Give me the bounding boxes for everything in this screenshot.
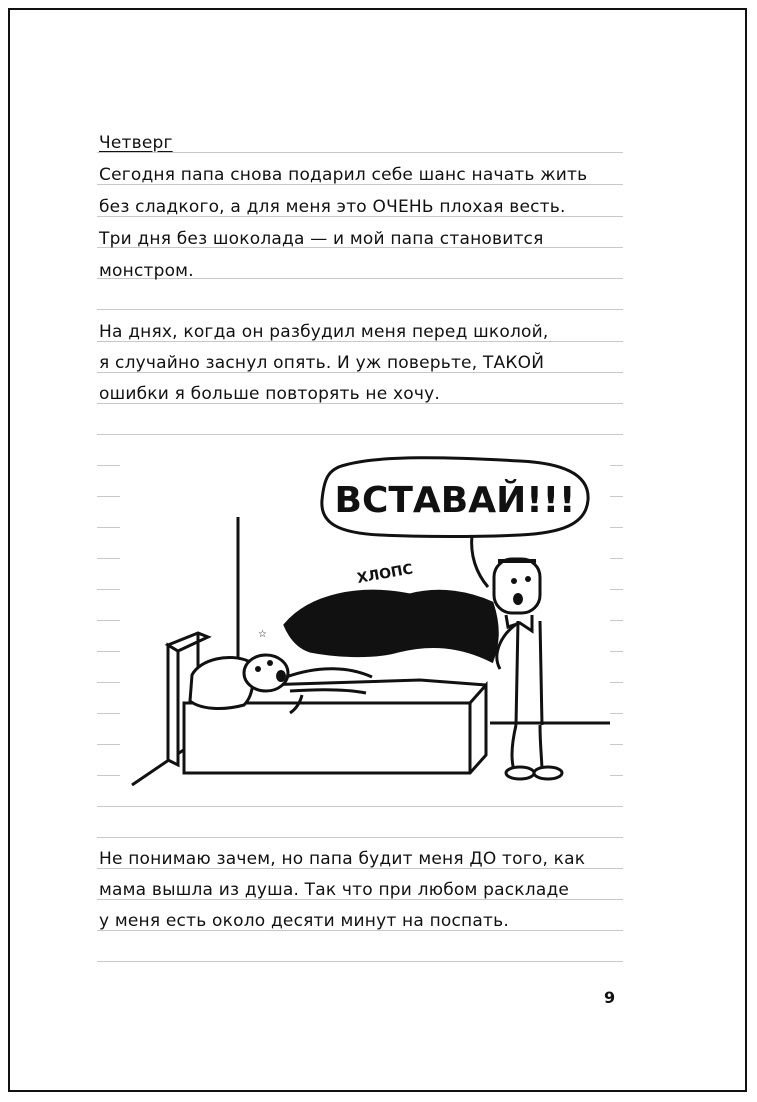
text-line: без сладкого, а для меня это ОЧЕНЬ плохая весть. — [99, 197, 566, 217]
page-heading: Четверг — [99, 133, 173, 153]
svg-text:☆: ☆ — [258, 629, 267, 640]
text-line: Не понимаю зачем, но папа будит меня ДО того, как — [99, 849, 586, 869]
text-line: Три дня без шоколада — и мой папа становится — [99, 229, 544, 249]
text-line: я случайно заснул опять. И уж поверьте, ТАКОЙ — [99, 353, 545, 373]
blanket — [285, 591, 497, 661]
text-line: монстром. — [99, 261, 194, 281]
text-line: у меня есть около десяти минут на поспать. — [99, 911, 509, 931]
text-line: ошибки я больше повторять не хочу. — [99, 384, 440, 404]
page-number: 9 — [604, 988, 616, 1007]
text-line: Сегодня папа снова подарил себе шанс начать жить — [99, 165, 588, 185]
text-line: мама вышла из душа. Так что при любом раскладе — [99, 880, 570, 900]
illustration — [120, 455, 610, 790]
speech-text: ВСТАВАЙ!!! — [334, 480, 576, 521]
text-line: На днях, когда он разбудил меня перед школой, — [99, 322, 549, 342]
sound-effect-text: ХЛОПС — [355, 561, 415, 587]
pillow — [190, 657, 253, 708]
